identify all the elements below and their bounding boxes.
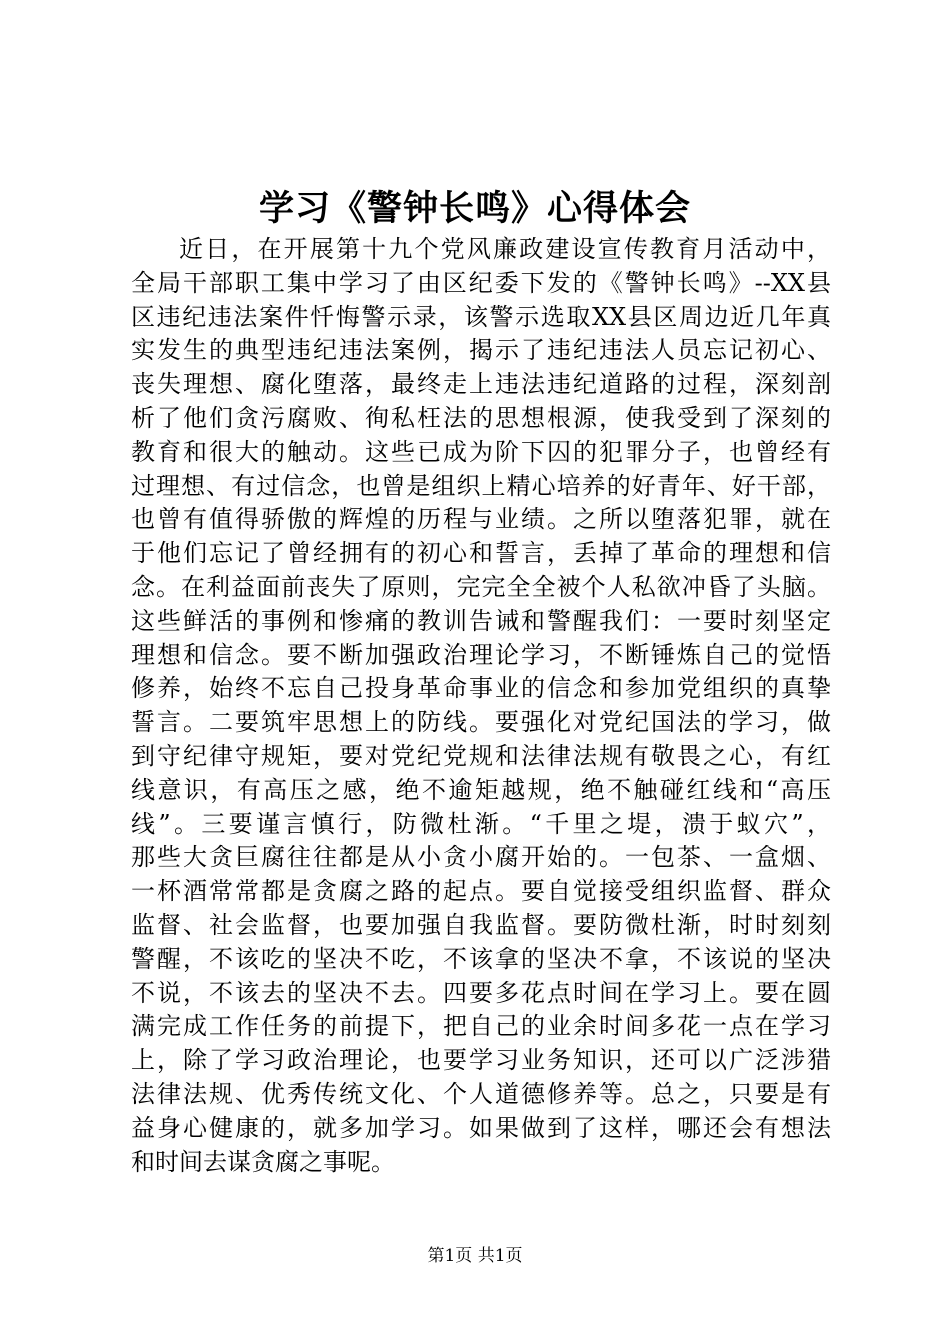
paragraph-line: 满完成工作任务的前提下，把自己的业余时间多花一点在学习 bbox=[131, 1012, 831, 1041]
paragraph-line: 实发生的典型违纪违法案例，揭示了违纪违法人员忘记初心、 bbox=[131, 336, 831, 365]
paragraph-line: 益身心健康的，就多加学习。如果做到了这样，哪还会有想法 bbox=[131, 1113, 831, 1142]
paragraph-line: 近日，在开展第十九个党风廉政建设宣传教育月活动中， bbox=[179, 235, 831, 263]
paragraph-line: 丧失理想、腐化堕落，最终走上违法违纪道路的过程，深刻剖 bbox=[131, 370, 831, 399]
paragraph-line: 不说，不该去的坚决不去。四要多花点时间在学习上。要在圆 bbox=[131, 978, 831, 1007]
paragraph-line: 警醒，不该吃的坚决不吃，不该拿的坚决不拿，不该说的坚决 bbox=[131, 944, 831, 973]
paragraph-line: 监督、社会监督，也要加强自我监督。要防微杜渐，时时刻刻 bbox=[131, 910, 831, 939]
paragraph-line: 理想和信念。要不断加强政治理论学习，不断锤炼自己的觉悟 bbox=[131, 640, 831, 669]
paragraph-line: 誓言。二要筑牢思想上的防线。要强化对党纪国法的学习，做 bbox=[131, 708, 831, 737]
page-number-footer: 第1页 共1页 bbox=[427, 1246, 523, 1266]
paragraph-line: 全局干部职工集中学习了由区纪委下发的《警钟长鸣》--XX县 bbox=[131, 268, 831, 297]
paragraph-line: 修养，始终不忘自己投身革命事业的信念和参加党组织的真挚 bbox=[131, 674, 831, 703]
document-title: 学习《警钟长鸣》心得体会 bbox=[258, 188, 691, 229]
paragraph-line: 区违纪违法案件忏悔警示录，该警示选取XX县区周边近几年真 bbox=[131, 302, 831, 331]
paragraph-line: 于他们忘记了曾经拥有的初心和誓言，丢掉了革命的理想和信 bbox=[131, 539, 831, 568]
paragraph-line: 教育和很大的触动。这些已成为阶下囚的犯罪分子，也曾经有 bbox=[131, 437, 831, 466]
paragraph-line: 过理想、有过信念，也曾是组织上精心培养的好青年、好干部， bbox=[131, 471, 831, 500]
paragraph-line: 到守纪律守规矩，要对党纪党规和法律法规有敬畏之心，有红 bbox=[131, 741, 831, 770]
paragraph-line: 一杯酒常常都是贪腐之路的起点。要自觉接受组织监督、群众 bbox=[131, 877, 831, 906]
paragraph-line: 线意识，有高压之感，绝不逾矩越规，绝不触碰红线和“高压 bbox=[131, 775, 831, 804]
paragraph-line: 这些鲜活的事例和惨痛的教训告诫和警醒我们：一要时刻坚定 bbox=[131, 606, 831, 635]
paragraph-line: 上，除了学习政治理论，也要学习业务知识，还可以广泛涉猎 bbox=[131, 1046, 831, 1075]
paragraph-line: 和时间去谋贪腐之事呢。 bbox=[131, 1147, 395, 1176]
paragraph-line: 念。在利益面前丧失了原则，完完全全被个人私欲冲昏了头脑。 bbox=[131, 572, 831, 601]
paragraph-line: 也曾有值得骄傲的辉煌的历程与业绩。之所以堕落犯罪，就在 bbox=[131, 505, 831, 534]
paragraph-line: 法律法规、优秀传统文化、个人道德修养等。总之，只要是有 bbox=[131, 1079, 831, 1108]
paragraph-line: 那些大贪巨腐往往都是从小贪小腐开始的。一包茶、一盒烟、 bbox=[131, 843, 831, 872]
paragraph-line: 线”。三要谨言慎行，防微杜渐。“千里之堤，溃于蚁穴”， bbox=[131, 809, 831, 838]
document-body bbox=[131, 233, 831, 1179]
paragraph-line: 析了他们贪污腐败、徇私枉法的思想根源，使我受到了深刻的 bbox=[131, 403, 831, 432]
